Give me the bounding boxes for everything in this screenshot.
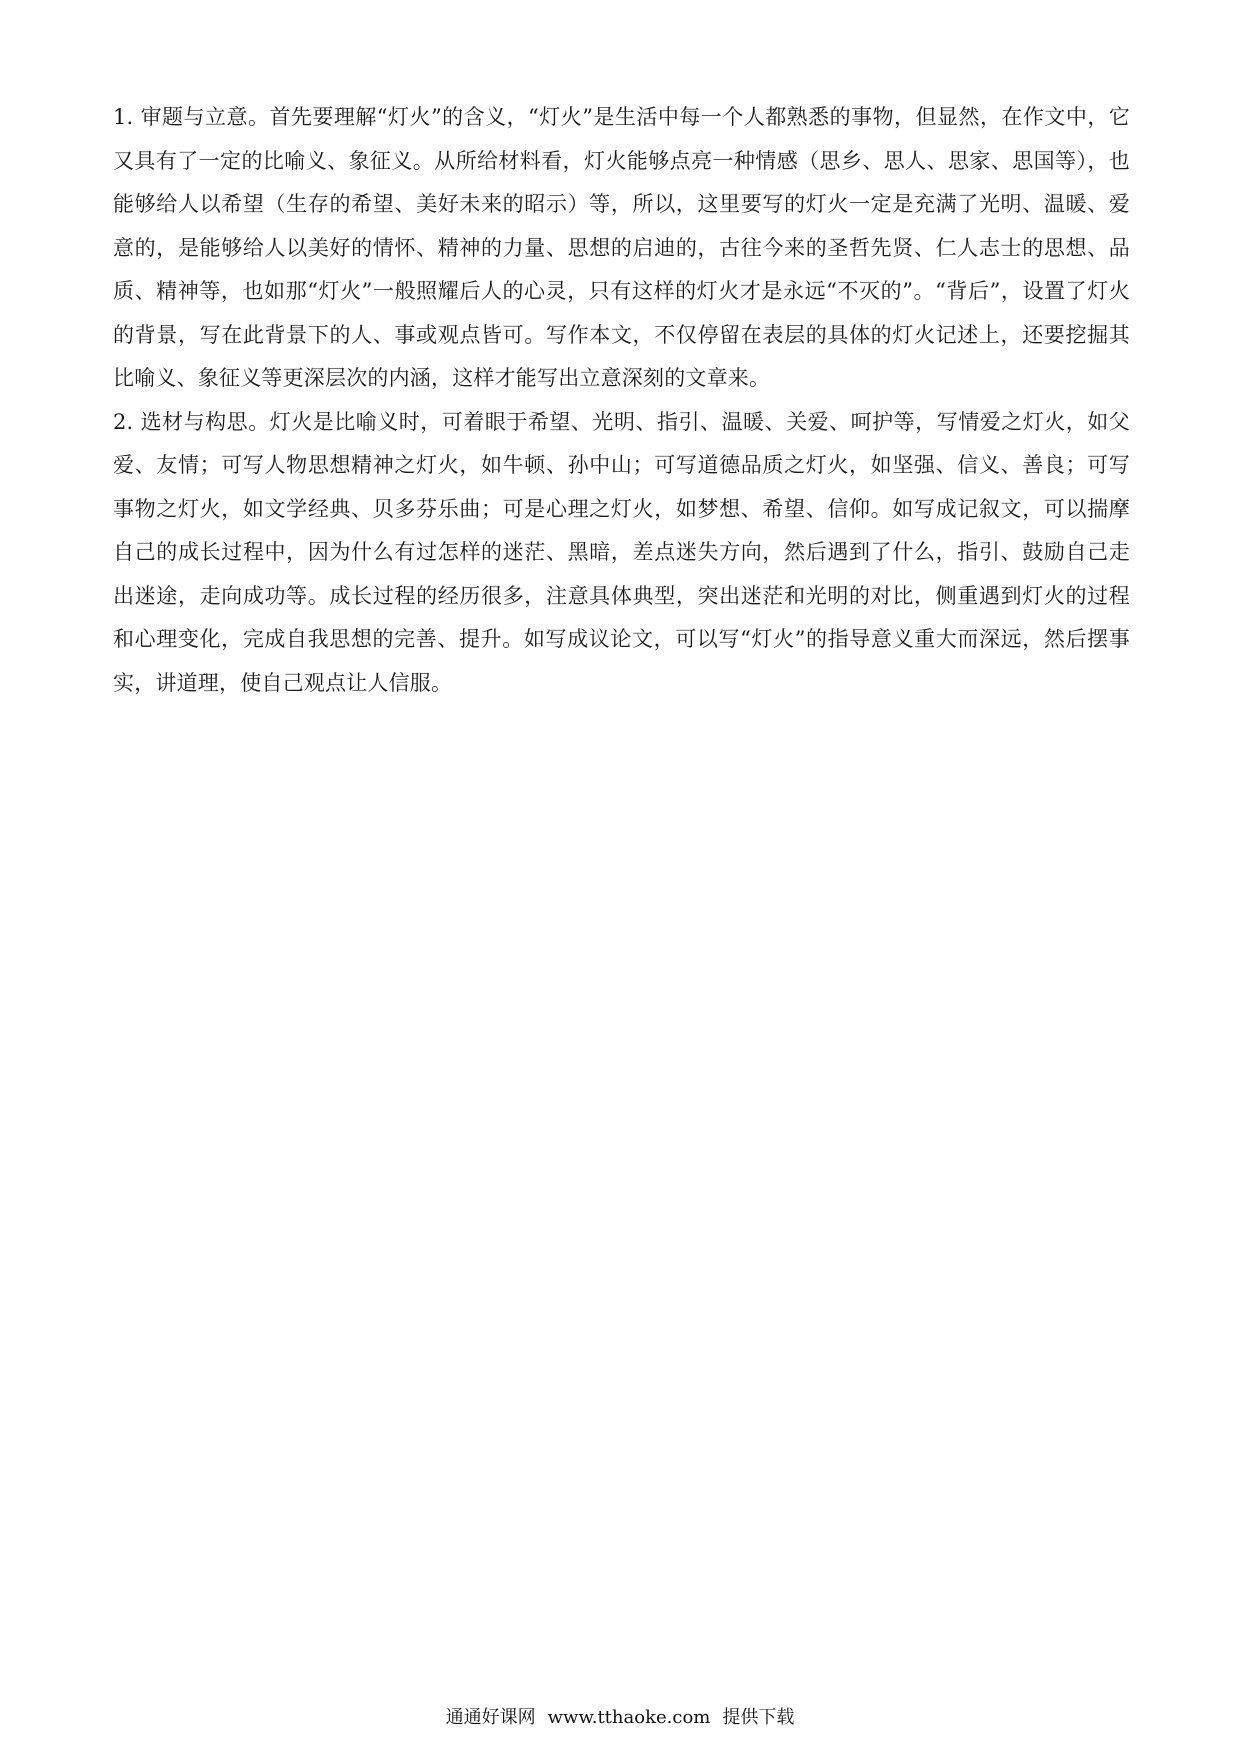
footer-site-name: 通通好课网 (445, 1707, 536, 1728)
page-footer (0, 1706, 1240, 1730)
document-body (113, 96, 1130, 705)
footer-url: www.tthaoke.com (547, 1707, 711, 1728)
footer-suffix: 提供下载 (722, 1707, 795, 1728)
paragraph-topic-analysis: 1. 审题与立意。首先要理解“灯火”的含义，“灯火”是生活中每一个人都熟悉的事物，但显然，在作文中，它又具有了一定的比喻义、象征义。从所给材料看，灯火能够点亮一种情感（思乡、思人、思家、思国等），也能够给人以希望（生存的希望、美好未来的昭示）等，所以，这里要写的灯火一定是充满了光明、温暖、爱意的，是能够给人以美好的情怀、精神的力量、思想的启迪的，古往今来的圣哲先贤、仁人志士的思想、品质、精神等，也如那“灯火”一般照耀后人的心灵，只有这样的灯火才是永远“不灭的”。“背后”，设置了灯火的背景，写在此背景下的人、事或观点皆可。写作本文，不仅停留在表层的具体的灯火记述上，还要挖掘其比喻义、象征义等更深层次的内涵，这样才能写出立意深刻的文章来。 (113, 105, 1130, 390)
paragraph-material-selection: 2. 选材与构思。灯火是比喻义时，可着眼于希望、光明、指引、温暖、关爱、呵护等，写情爱之灯火，如父爱、友情；可写人物思想精神之灯火，如牛顿、孙中山；可写道德品质之灯火，如坚强、信义、善良；可写事物之灯火，如文学经典、贝多芬乐曲；可是心理之灯火，如梦想、希望、信仰。如写成记叙文，可以揣摩自己的成长过程中，因为什么有过怎样的迷茫、黑暗，差点迷失方向，然后遇到了什么，指引、鼓励自己走出迷途，走向成功等。成长过程的经历很多，注意具体典型，突出迷茫和光明的对比，侧重遇到灯火的过程和心理变化，完成自我思想的完善、提升。如写成议论文，可以写“灯火”的指导意义重大而深远，然后摆事实，讲道理，使自己观点让人信服。 (113, 409, 1130, 695)
